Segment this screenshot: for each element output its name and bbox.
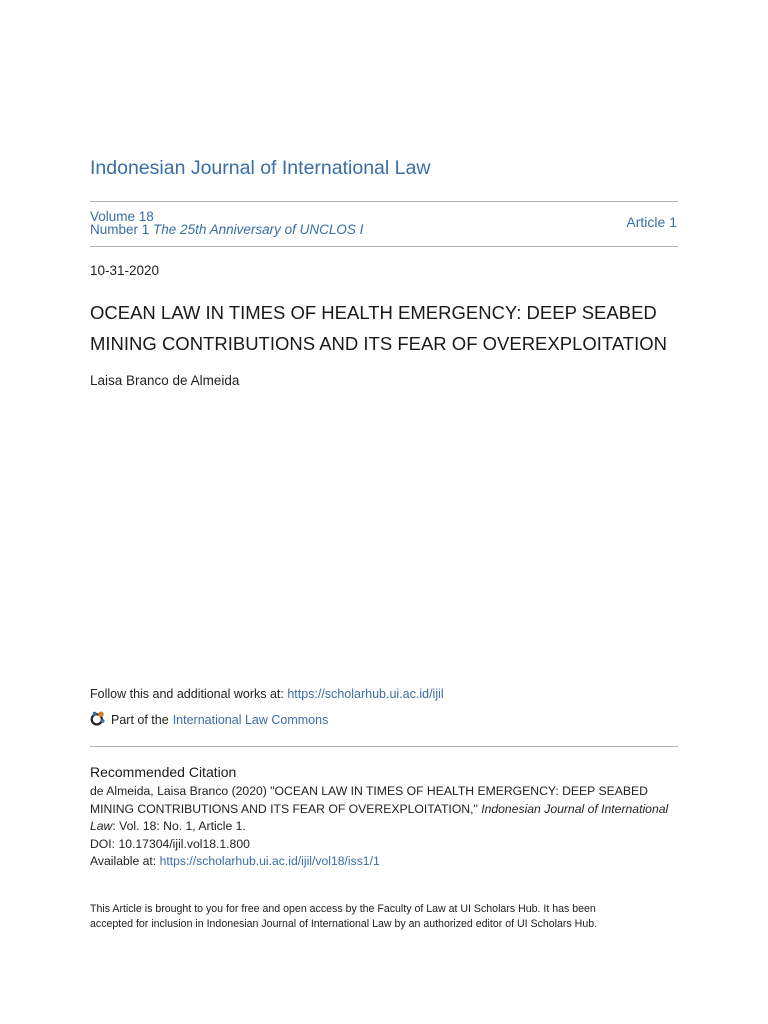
available-label: Available at:	[90, 854, 160, 868]
available-url-link[interactable]: https://scholarhub.ui.ac.id/ijil/vol18/iss1/1	[159, 854, 380, 868]
citation-journal-italic: Indonesian Journal of International	[481, 801, 669, 816]
article-title	[90, 297, 690, 359]
author-name: Laisa Branco de Almeida	[90, 373, 240, 388]
follow-url-link[interactable]: https://scholarhub.ui.ac.id/ijil	[287, 687, 444, 701]
article-link[interactable]: Article 1	[626, 214, 677, 230]
volume-label[interactable]: Volume 18	[90, 209, 154, 224]
issue-line[interactable]	[90, 222, 363, 237]
journal-title-link[interactable]: Indonesian Journal of International Law	[90, 157, 431, 179]
citation-line-3	[90, 818, 680, 836]
citation-available	[90, 853, 680, 871]
footer-line-2: accepted for inclusion in Indonesian Journal of International Law by an authorized editor of UI Scholars Hub.	[90, 918, 598, 930]
citation-divider	[90, 746, 678, 747]
top-divider	[90, 201, 678, 202]
citation-doi: DOI: 10.17304/ijil.vol18.1.800	[90, 836, 250, 851]
follow-line	[90, 687, 444, 701]
network-logo-icon	[90, 710, 107, 730]
citation-line-2	[90, 801, 680, 819]
article-title-line-2: MINING CONTRIBUTIONS AND ITS FEAR OF OVEREXPLOITATION	[90, 333, 667, 354]
citation-line-2-text: MINING CONTRIBUTIONS AND ITS FEAR OF OVEREXPLOITATION,"	[90, 801, 482, 816]
number-label[interactable]: Number 1	[90, 222, 150, 237]
article-title-line-1: OCEAN LAW IN TIMES OF HEALTH EMERGENCY: DEEP SEABED	[90, 302, 657, 323]
citation-volume-text: : Vol. 18: No. 1, Article 1.	[112, 819, 246, 833]
citation-journal-italic-2: Law	[90, 819, 113, 833]
citation-line-1: de Almeida, Laisa Branco (2020) "OCEAN LAW IN TIMES OF HEALTH EMERGENCY: DEEP SEABED	[90, 784, 648, 798]
commons-link[interactable]: International Law Commons	[172, 713, 329, 727]
issue-title[interactable]: The 25th Anniversary of UNCLOS I	[153, 222, 364, 237]
footer-line-1: This Article is brought to you for free and open access by the Faculty of Law at UI Scholars Hub. It has been	[90, 903, 596, 915]
bottom-divider	[90, 246, 678, 247]
citation-block	[90, 783, 680, 871]
footer-notice	[90, 902, 680, 932]
follow-label: Follow this and additional works at:	[90, 687, 288, 701]
part-of-label: Part of the	[111, 713, 169, 727]
part-of-line	[90, 710, 328, 730]
recommended-citation-heading: Recommended Citation	[90, 764, 237, 780]
publication-date: 10-31-2020	[90, 263, 160, 278]
